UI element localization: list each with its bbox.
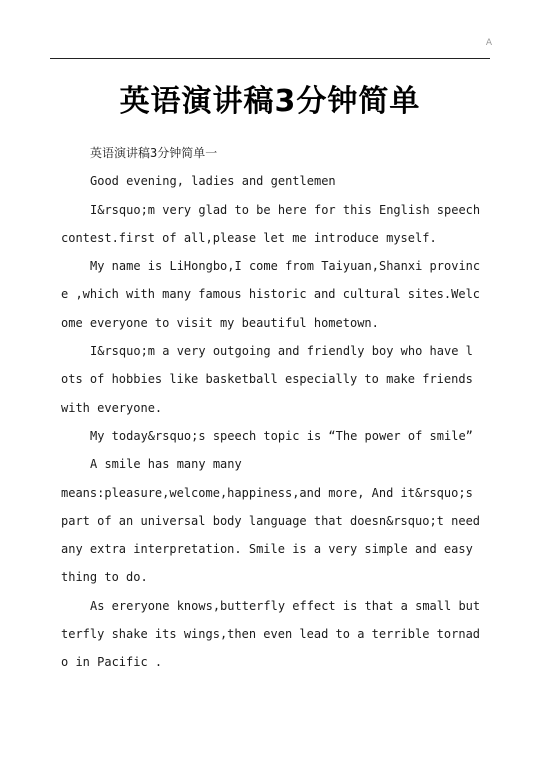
paragraph-intro: I&rsquo;m very glad to be here for this English speech contest.first of all,please let me introduce myself. — [61, 202, 481, 245]
document-body — [61, 139, 481, 677]
paragraph-greeting: Good evening, ladies and gentlemen — [90, 174, 336, 189]
paragraph-name: My name is LiHongbo,I come from Taiyuan,Shanxi province ,which with many famous historic and cultural sites.Welcome everyone to visit my beautiful hometown. — [61, 259, 481, 330]
paragraph-smile-means: means:pleasure,welcome,happiness,and more, And it&rsquo;s part of an universal body language that doesn&rsquo;t need any extra interpretation. Smile is a very simple and easy thing to do. — [61, 485, 481, 585]
header-rule — [50, 58, 490, 59]
paragraph-butterfly: As ereryone knows,butterfly effect is that a small butterfly shake its wings,then even lead to a terrible tornado in Pacific . — [61, 598, 481, 670]
page-header-mark: A — [485, 38, 492, 48]
paragraph-hobbies: I&rsquo;m a very outgoing and friendly boy who have l ots of hobbies like basketball especially to make friends with everyone. — [61, 344, 473, 415]
document-title: 英语演讲稿3分钟简单 — [119, 84, 421, 119]
paragraph-smile-start: A smile has many many — [90, 457, 242, 472]
paragraph-topic: My today&rsquo;s speech topic is “The power of smile” — [90, 428, 473, 443]
section-heading: 英语演讲稿3分钟简单一 — [90, 146, 218, 160]
